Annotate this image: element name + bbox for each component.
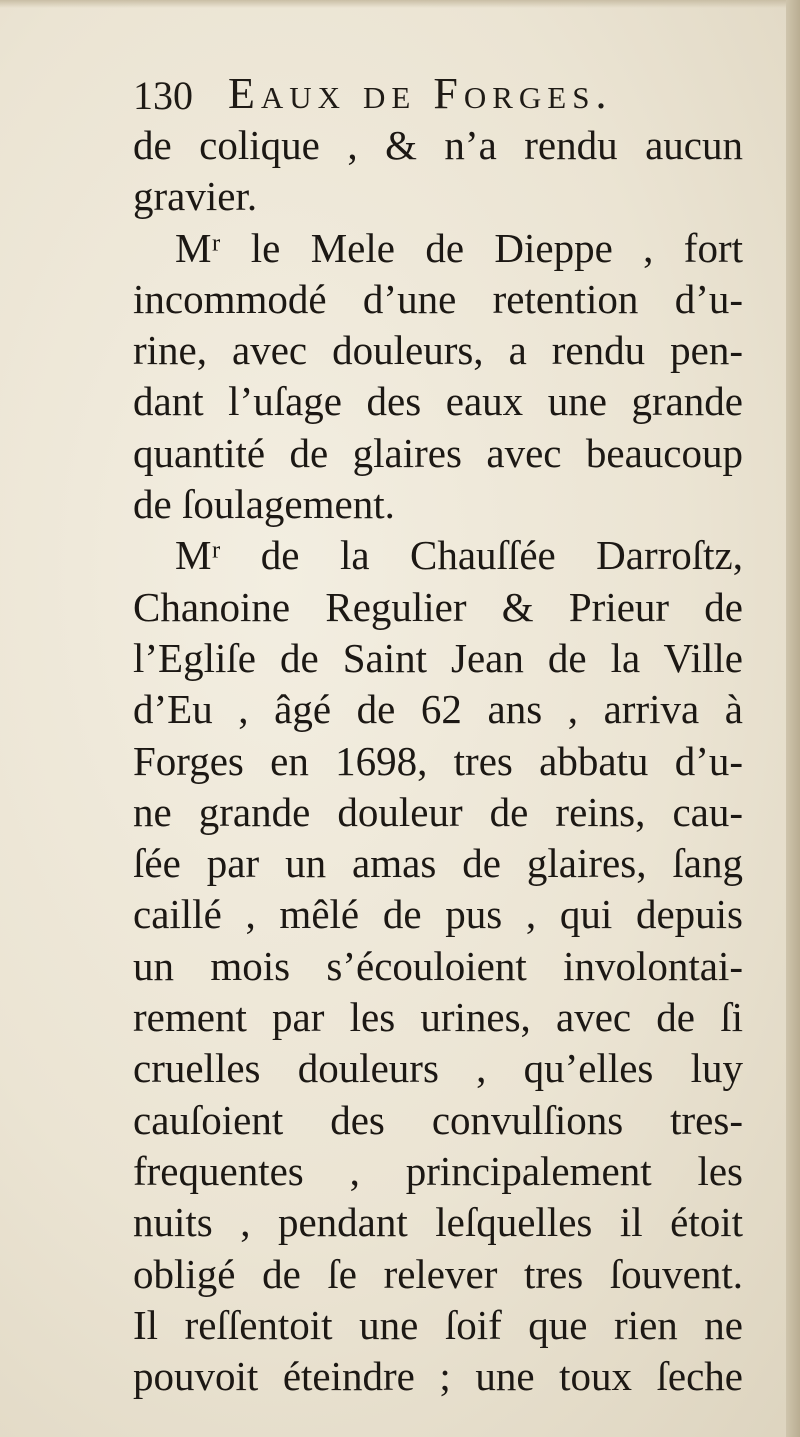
page-header xyxy=(133,64,753,120)
text-line: cauſoient des convulſions tres- xyxy=(133,1096,743,1143)
text-line: Forges en 1698, tres abbatu d’u- xyxy=(133,737,743,784)
text-line: de ſoulagement. xyxy=(133,481,395,528)
page-right-edge xyxy=(786,0,800,1437)
text-line: de colique , & n’a rendu aucun xyxy=(133,122,743,168)
text-line: ne grande douleur de reins, cau- xyxy=(133,788,743,835)
text-line: quantité de glaires avec beaucoup xyxy=(133,429,743,476)
text-line: frequentes , principalement les xyxy=(133,1147,743,1194)
text-line: nuits , pendant leſquelles il étoit xyxy=(133,1199,743,1246)
text-line: Chanoine Regulier & Prieur de xyxy=(133,583,743,630)
body-text xyxy=(133,120,743,1402)
page-number: 130 xyxy=(133,73,193,118)
text-line: ſée par un amas de glaires, ſang xyxy=(133,840,743,887)
text-line: caillé , mêlé de pus , qui depuis xyxy=(133,891,743,938)
page-top-edge xyxy=(0,0,800,8)
text-line: rine, avec douleurs, a rendu pen- xyxy=(133,327,743,374)
text-line: Il reſſentoit une ſoif que rien ne xyxy=(133,1301,743,1348)
text-line: obligé de ſe relever tres ſouvent. xyxy=(133,1250,743,1297)
text-line: Mʳ le Mele de Dieppe , fort xyxy=(175,224,743,271)
running-title: Eaux de Forges. xyxy=(228,69,613,118)
text-line: cruelles douleurs , qu’elles luy xyxy=(133,1045,743,1092)
text-line: pouvoit éteindre ; une toux ſeche xyxy=(133,1353,743,1400)
text-line: incommodé d’une retention d’u- xyxy=(133,275,743,322)
text-line: rement par les urines, avec de ſi xyxy=(133,994,743,1041)
text-line: d’Eu , âgé de 62 ans , arriva à xyxy=(133,686,743,733)
text-line: gravier. xyxy=(133,173,258,220)
text-line: dant l’uſage des eaux une grande xyxy=(133,378,743,425)
text-line: un mois s’écouloient involontai- xyxy=(133,942,743,989)
text-line: l’Egliſe de Saint Jean de la Ville xyxy=(133,634,743,681)
text-line: Mʳ de la Chauſſée Darroſtz, xyxy=(175,532,743,579)
